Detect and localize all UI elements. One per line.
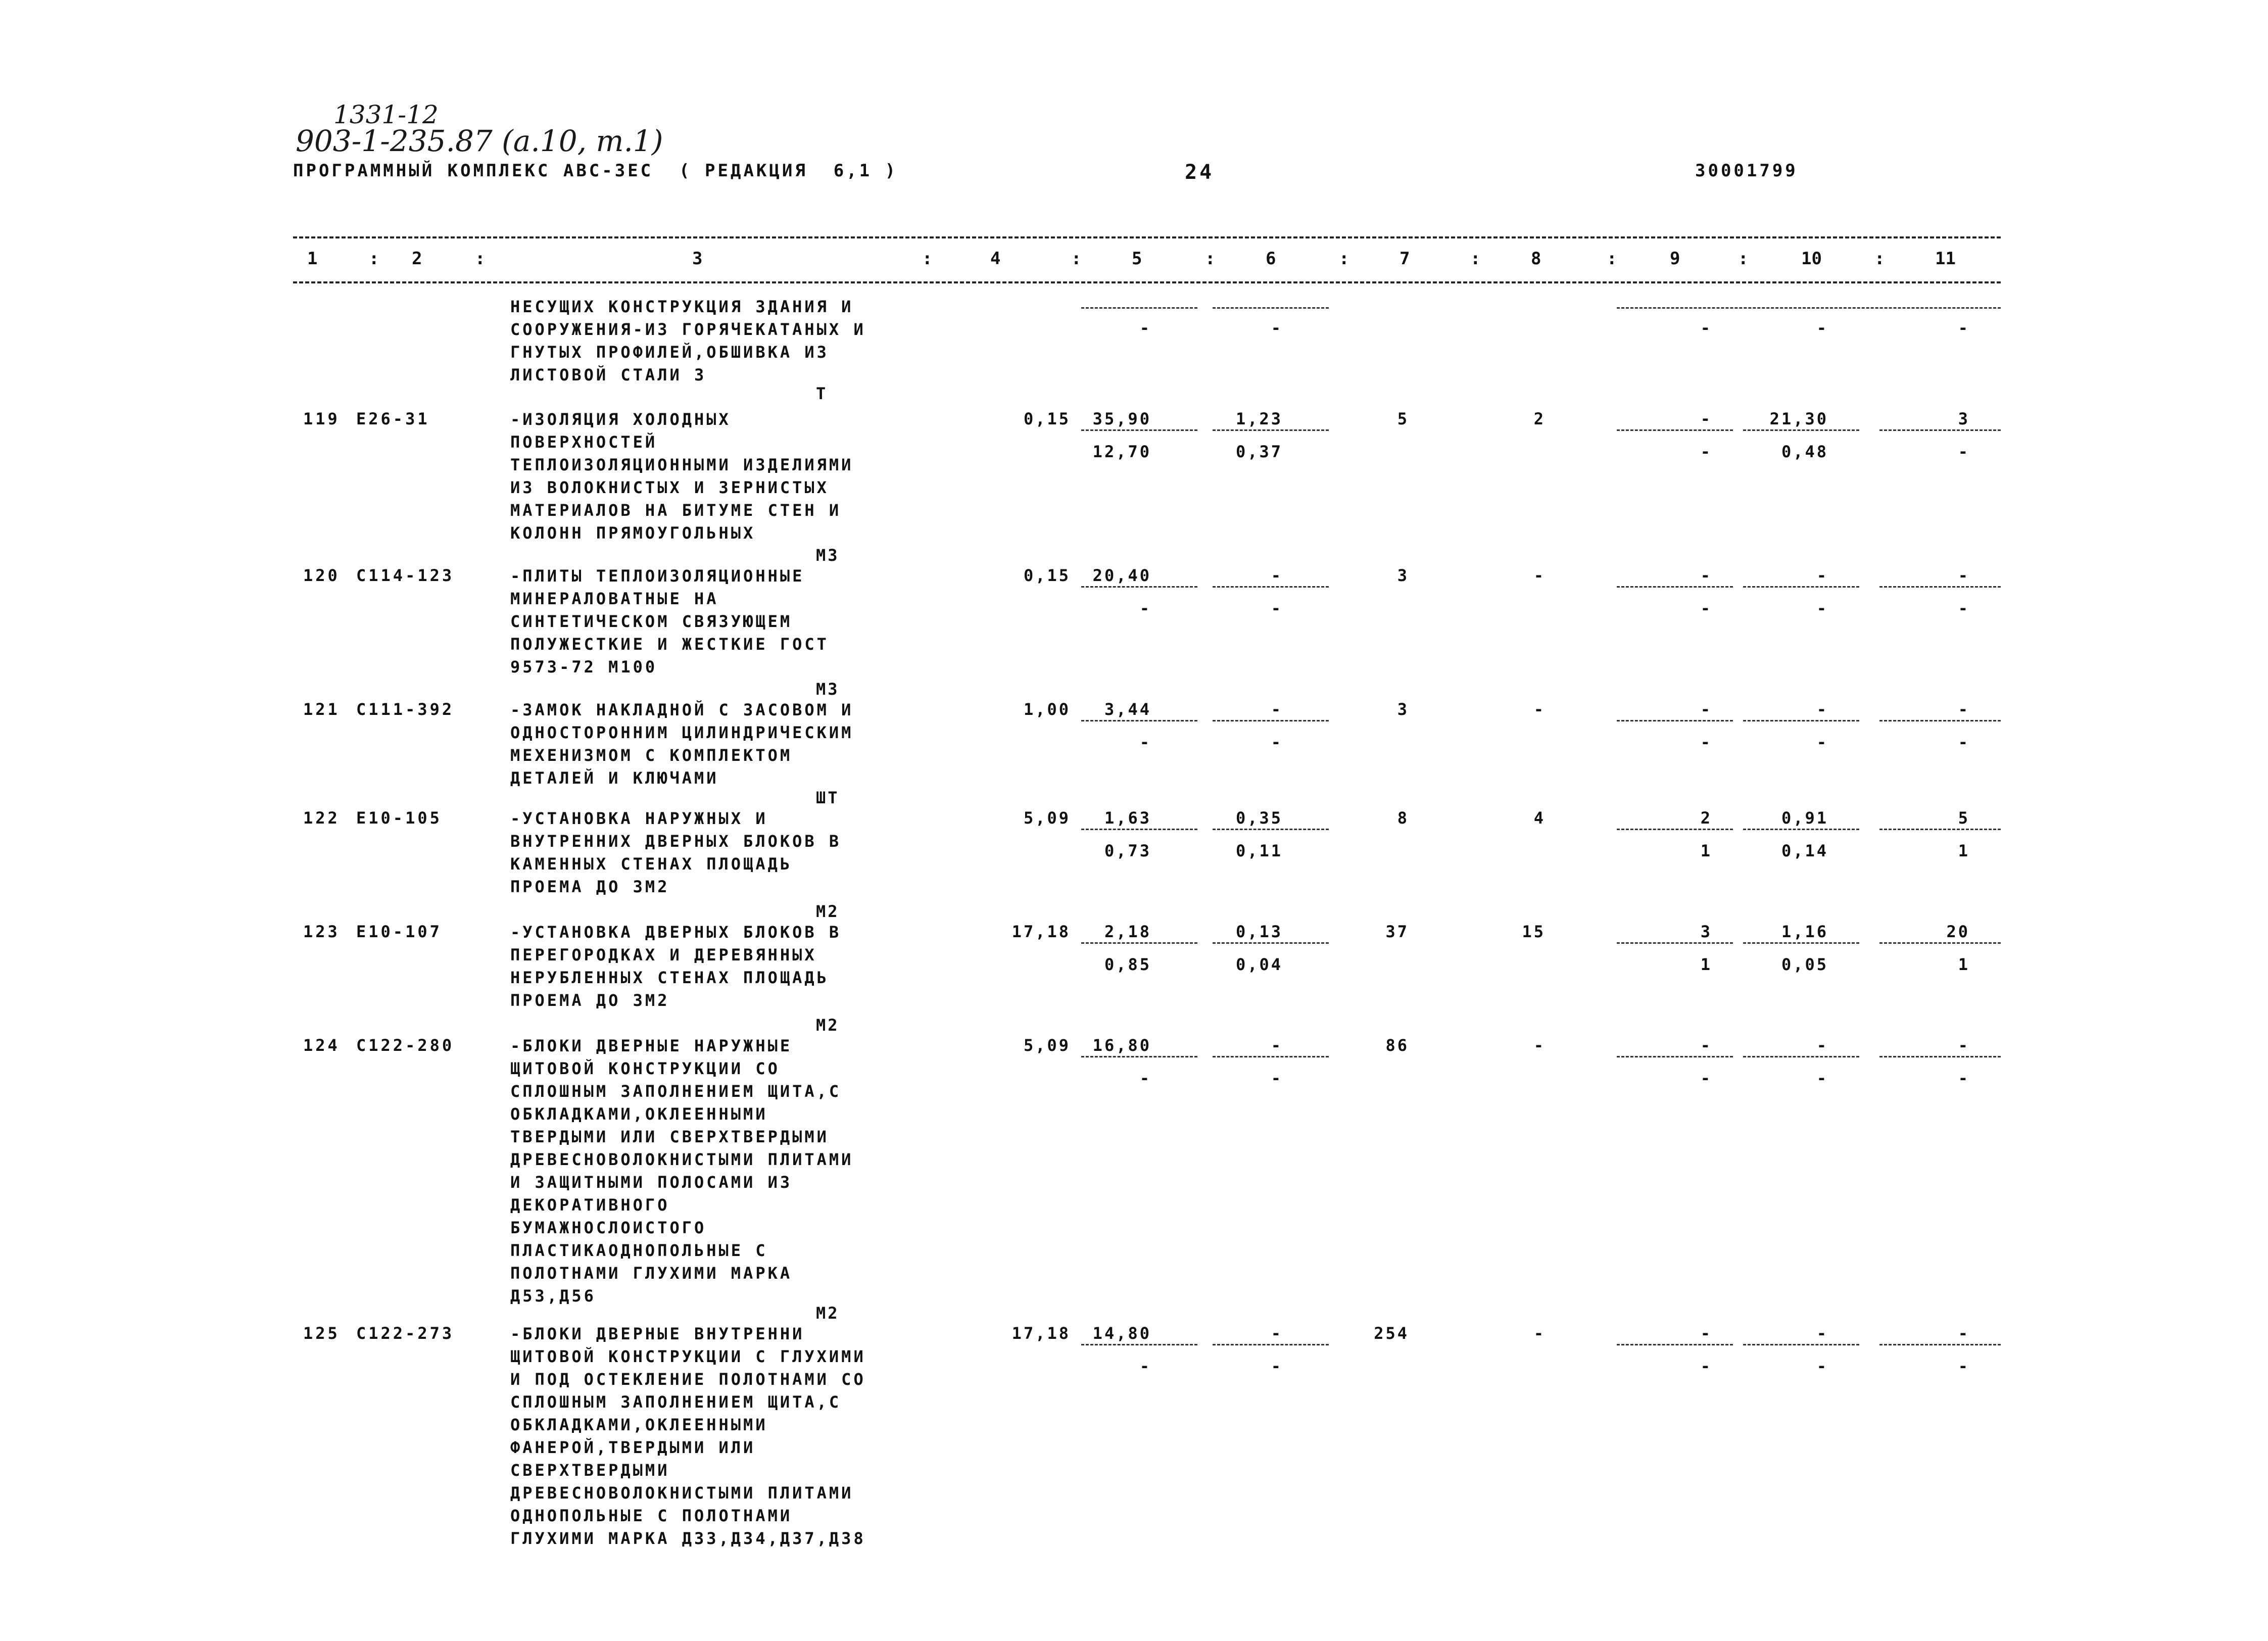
- measure-unit: М2: [816, 1016, 840, 1035]
- value-separator: [1617, 720, 1733, 721]
- value-separator: [1081, 720, 1197, 721]
- value-separator: [1081, 1344, 1197, 1345]
- value-c6: -: [1271, 1036, 1283, 1055]
- value-c4: 0,15: [1023, 409, 1071, 428]
- value-c10: -: [1816, 1036, 1828, 1055]
- description-line: СВЕРХТВЕРДЫМИ: [510, 1461, 670, 1480]
- value-separator: [1213, 1056, 1329, 1057]
- col-header-7: 7: [1400, 249, 1410, 269]
- value-c4: 5,09: [1023, 1036, 1071, 1055]
- item-description: [510, 1035, 925, 1308]
- description-line: -ПЛИТЫ ТЕПЛОИЗОЛЯЦИОННЫЕ: [510, 566, 805, 586]
- wage-value-c6b: 0,04: [1235, 955, 1283, 974]
- value-c6: 1,23: [1235, 409, 1283, 428]
- value-c10: 0,91: [1781, 808, 1828, 828]
- col-header-3: 3: [692, 249, 703, 269]
- wage-value-c9b: -: [1700, 1069, 1712, 1088]
- wage-value-c9b: -: [1700, 1357, 1712, 1376]
- description-line: СИНТЕТИЧЕСКОМ СВЯЗУЮЩЕМ: [510, 612, 793, 631]
- value-c9: -: [1700, 700, 1712, 719]
- value-c6: -: [1271, 1324, 1283, 1343]
- wage-value-c10b: -: [1816, 733, 1828, 752]
- value-c5: 2,18: [1104, 922, 1151, 941]
- value-separator: [1213, 829, 1329, 830]
- page-number: 24: [1185, 161, 1215, 184]
- value-c6: -: [1271, 566, 1283, 585]
- item-description: [510, 699, 925, 790]
- value-c10: -: [1816, 566, 1828, 585]
- wage-value-c11b: 1: [1958, 841, 1970, 860]
- continuation-c6b: -: [1271, 318, 1283, 337]
- value-c9: 2: [1700, 808, 1712, 828]
- description-line: ДЕКОРАТИВНОГО: [510, 1195, 670, 1215]
- value-c8: 2: [1533, 409, 1546, 428]
- value-c7: 254: [1374, 1324, 1409, 1343]
- item-description: [510, 565, 925, 679]
- wage-value-c11b: -: [1958, 599, 1970, 618]
- value-separator: [1743, 829, 1859, 830]
- rate-code: С122-280: [356, 1036, 455, 1055]
- description-line: -ЗАМОК НАКЛАДНОЙ С ЗАСОВОМ И: [510, 700, 854, 719]
- description-line: ПРОЕМА ДО 3М2: [510, 991, 670, 1010]
- description-line: МАТЕРИАЛОВ НА БИТУМЕ СТЕН И: [510, 501, 842, 520]
- wage-value-c10b: -: [1816, 1357, 1828, 1376]
- col-header-2: 2: [412, 249, 422, 269]
- description-line: КОЛОНН ПРЯМОУГОЛЬНЫХ: [510, 523, 756, 543]
- description-line: ПОВЕРХНОСТЕЙ: [510, 432, 658, 452]
- value-c4: 5,09: [1023, 808, 1071, 828]
- col-header-4: 4: [990, 249, 1001, 269]
- wage-value-c10b: 0,14: [1781, 841, 1828, 860]
- description-line: -ИЗОЛЯЦИЯ ХОЛОДНЫХ: [510, 410, 731, 429]
- document-id: 30001799: [1695, 161, 1798, 181]
- value-c9: -: [1700, 1324, 1712, 1343]
- description-line: МЕХЕНИЗМОМ С КОМПЛЕКТОМ: [510, 746, 793, 765]
- value-separator: [1081, 829, 1197, 830]
- description-line: ЩИТОВОЙ КОНСТРУКЦИИ СО: [510, 1059, 780, 1078]
- value-c5: 3,44: [1104, 700, 1151, 719]
- value-separator: [1213, 586, 1329, 588]
- description-line: ОДНОСТОРОННИМ ЦИЛИНДРИЧЕСКИМ: [510, 723, 854, 742]
- wage-value-c5b: -: [1139, 1357, 1151, 1376]
- value-c11: 3: [1958, 409, 1970, 428]
- value-separator: [1743, 1344, 1859, 1345]
- description-line: ДРЕВЕСНОВОЛОКНИСТЫМИ ПЛИТАМИ: [510, 1483, 854, 1503]
- description-line: И ПОД ОСТЕКЛЕНИЕ ПОЛОТНАМИ СО: [510, 1370, 866, 1389]
- description-line: ПРОЕМА ДО 3М2: [510, 877, 670, 896]
- description-line: ДЕТАЛЕЙ И КЛЮЧАМИ: [510, 768, 719, 788]
- value-c5: 1,63: [1104, 808, 1151, 828]
- wage-value-c5b: 0,73: [1104, 841, 1151, 860]
- value-separator: [1213, 1344, 1329, 1345]
- row-number: 119: [303, 409, 340, 428]
- value-separator: [1081, 429, 1197, 431]
- value-c10: 1,16: [1781, 922, 1828, 941]
- rate-code: С111-392: [356, 700, 455, 719]
- wage-value-c11b: -: [1958, 1357, 1970, 1376]
- description-line: ЩИТОВОЙ КОНСТРУКЦИИ С ГЛУХИМИ: [510, 1347, 866, 1366]
- wage-value-c6b: 0,37: [1235, 442, 1283, 461]
- col-header-6: 6: [1266, 249, 1276, 269]
- wage-value-c11b: -: [1958, 733, 1970, 752]
- wage-value-c10b: 0,05: [1781, 955, 1828, 974]
- wage-value-c6b: 0,11: [1235, 841, 1283, 860]
- description-line: ГЛУХИМИ МАРКА Д33,Д34,Д37,Д38: [510, 1529, 866, 1548]
- value-c8: -: [1533, 566, 1546, 585]
- value-c5: 35,90: [1092, 409, 1151, 428]
- row-number: 122: [303, 808, 340, 828]
- description-line: 9573-72 М100: [510, 657, 658, 677]
- row-number: 120: [303, 566, 340, 585]
- value-separator: [1879, 1344, 2001, 1345]
- value-separator: [1879, 1056, 2001, 1057]
- value-c4: 17,18: [1011, 922, 1071, 941]
- value-separator: [1213, 942, 1329, 944]
- value-c7: 3: [1397, 566, 1409, 585]
- wage-value-c6b: -: [1271, 1069, 1283, 1088]
- item-description: [510, 921, 925, 1012]
- continuation-c11b: -: [1958, 318, 1970, 337]
- description-line: ПОЛОТНАМИ ГЛУХИМИ МАРКА: [510, 1264, 793, 1283]
- value-c11: 5: [1958, 808, 1970, 828]
- value-c8: 15: [1522, 922, 1546, 941]
- wage-value-c9b: 1: [1700, 955, 1712, 974]
- handwritten-project-code: 903-1-235.87 (а.10, т.1): [296, 124, 663, 158]
- wage-value-c9b: -: [1700, 733, 1712, 752]
- value-separator: [1617, 429, 1733, 431]
- continuation-c5b: -: [1139, 318, 1151, 337]
- value-c4: 0,15: [1023, 566, 1071, 585]
- wage-value-c6b: -: [1271, 733, 1283, 752]
- value-c9: 3: [1700, 922, 1712, 941]
- description-line: БУМАЖНОСЛОИСТОГО: [510, 1218, 707, 1237]
- value-c7: 8: [1397, 808, 1409, 828]
- description-line: ОБКЛАДКАМИ,ОКЛЕЕННЫМИ: [510, 1104, 768, 1124]
- measure-unit: М2: [816, 902, 840, 921]
- wage-value-c5b: 0,85: [1104, 955, 1151, 974]
- continuation-unit: Т: [816, 384, 828, 403]
- value-c7: 86: [1385, 1036, 1409, 1055]
- description-line: ОБКЛАДКАМИ,ОКЛЕЕННЫМИ: [510, 1415, 768, 1434]
- value-c10: 21,30: [1769, 409, 1828, 428]
- value-separator: [1617, 1056, 1733, 1057]
- value-separator: [1879, 829, 2001, 830]
- rate-code: Е26-31: [356, 409, 430, 428]
- description-line: НЕРУБЛЕННЫХ СТЕНАХ ПЛОЩАДЬ: [510, 968, 829, 987]
- value-c8: 4: [1533, 808, 1546, 828]
- description-line: -БЛОКИ ДВЕРНЫЕ ВНУТРЕННИ: [510, 1324, 805, 1343]
- wage-value-c11b: -: [1958, 1069, 1970, 1088]
- wage-value-c5b: -: [1139, 733, 1151, 752]
- wage-value-c5b: 12,70: [1092, 442, 1151, 461]
- measure-unit: М2: [816, 1304, 840, 1323]
- description-line: ВНУТРЕННИХ ДВЕРНЫХ БЛОКОВ В: [510, 832, 842, 851]
- row-number: 125: [303, 1324, 340, 1343]
- handwritten-sheet-number: 1331-12: [333, 100, 439, 129]
- value-c9: -: [1700, 409, 1712, 428]
- wage-value-c9b: -: [1700, 442, 1712, 461]
- rate-code: Е10-105: [356, 808, 442, 828]
- description-line: СПЛОШНЫМ ЗАПОЛНЕНИЕМ ЩИТА,С: [510, 1082, 842, 1101]
- value-c11: -: [1958, 1036, 1970, 1055]
- value-c9: -: [1700, 566, 1712, 585]
- value-c10: -: [1816, 1324, 1828, 1343]
- rate-code: Е10-107: [356, 922, 442, 941]
- description-line: ИЗ ВОЛОКНИСТЫХ И ЗЕРНИСТЫХ: [510, 478, 829, 497]
- wage-value-c11b: 1: [1958, 955, 1970, 974]
- col-header-9: 9: [1670, 249, 1680, 269]
- description-line: ФАНЕРОЙ,ТВЕРДЫМИ ИЛИ: [510, 1438, 756, 1457]
- value-separator: [1081, 1056, 1197, 1057]
- description-line: КАМЕННЫХ СТЕНАХ ПЛОЩАДЬ: [510, 854, 793, 874]
- value-c11: 20: [1946, 922, 1970, 941]
- measure-unit: ШТ: [816, 788, 840, 807]
- description-line: И ЗАЩИТНЫМИ ПОЛОСАМИ ИЗ: [510, 1173, 793, 1192]
- description-line: ПОЛУЖЕСТКИЕ И ЖЕСТКИЕ ГОСТ: [510, 635, 829, 654]
- value-c5: 16,80: [1092, 1036, 1151, 1055]
- row-number: 124: [303, 1036, 340, 1055]
- value-c11: -: [1958, 700, 1970, 719]
- value-separator: [1879, 429, 2001, 431]
- description-line: ПЛАСТИКАОДНОПОЛЬНЫЕ С: [510, 1241, 768, 1260]
- description-line: ДРЕВЕСНОВОЛОКНИСТЫМИ ПЛИТАМИ: [510, 1150, 854, 1169]
- value-c5: 14,80: [1092, 1324, 1151, 1343]
- value-separator: [1617, 1344, 1733, 1345]
- value-c9: -: [1700, 1036, 1712, 1055]
- item-description: [510, 408, 925, 545]
- value-separator: [1743, 586, 1859, 588]
- value-c11: -: [1958, 1324, 1970, 1343]
- value-separator: [1743, 942, 1859, 944]
- rate-code: С114-123: [356, 566, 455, 585]
- wage-value-c9b: 1: [1700, 841, 1712, 860]
- col-header-11: 11: [1935, 249, 1956, 269]
- description-line: -УСТАНОВКА ДВЕРНЫХ БЛОКОВ В: [510, 923, 842, 942]
- value-separator: [1743, 429, 1859, 431]
- value-separator: [1081, 942, 1197, 944]
- value-separator: [1743, 1056, 1859, 1057]
- wage-value-c10b: -: [1816, 599, 1828, 618]
- description-line: СПЛОШНЫМ ЗАПОЛНЕНИЕМ ЩИТА,С: [510, 1392, 842, 1412]
- value-separator: [1879, 942, 2001, 944]
- value-c4: 1,00: [1023, 700, 1071, 719]
- value-separator: [1213, 429, 1329, 431]
- description-line: Д53,Д56: [510, 1286, 596, 1306]
- value-c8: -: [1533, 1324, 1546, 1343]
- value-c6: -: [1271, 700, 1283, 719]
- wage-value-c6b: -: [1271, 1357, 1283, 1376]
- value-c8: -: [1533, 1036, 1546, 1055]
- value-c6: 0,13: [1235, 922, 1283, 941]
- description-line: МИНЕРАЛОВАТНЫЕ НА: [510, 589, 719, 608]
- value-separator: [1743, 720, 1859, 721]
- continuation-c10b: -: [1816, 318, 1828, 337]
- description-line: -БЛОКИ ДВЕРНЫЕ НАРУЖНЫЕ: [510, 1036, 793, 1055]
- description-line: ТЕПЛОИЗОЛЯЦИОННЫМИ ИЗДЕЛИЯМИ: [510, 455, 854, 474]
- item-description: [510, 807, 925, 898]
- value-c5: 20,40: [1092, 566, 1151, 585]
- value-separator: [1879, 720, 2001, 721]
- value-c10: -: [1816, 700, 1828, 719]
- description-line: -УСТАНОВКА НАРУЖНЫХ И: [510, 809, 768, 828]
- col-header-10: 10: [1801, 249, 1822, 269]
- col-header-5: 5: [1132, 249, 1142, 269]
- value-separator: [1213, 720, 1329, 721]
- row-number: 123: [303, 922, 340, 941]
- wage-value-c10b: 0,48: [1781, 442, 1828, 461]
- wage-value-c9b: -: [1700, 599, 1712, 618]
- wage-value-c5b: -: [1139, 599, 1151, 618]
- item-description: [510, 1323, 925, 1550]
- row-number: 121: [303, 700, 340, 719]
- value-c8: -: [1533, 700, 1546, 719]
- value-c6: 0,35: [1235, 808, 1283, 828]
- value-separator: [1081, 586, 1197, 588]
- description-line: ОДНОПОЛЬНЫЕ С ПОЛОТНАМИ: [510, 1506, 793, 1525]
- value-c11: -: [1958, 566, 1970, 585]
- continuation-c9b: -: [1700, 318, 1712, 337]
- value-c4: 17,18: [1011, 1324, 1071, 1343]
- col-header-8: 8: [1531, 249, 1541, 269]
- value-separator: [1617, 829, 1733, 830]
- description-line: ПЕРЕГОРОДКАХ И ДЕРЕВЯННЫХ: [510, 945, 817, 964]
- value-c7: 3: [1397, 700, 1409, 719]
- description-line: ТВЕРДЫМИ ИЛИ СВЕРХТВЕРДЫМИ: [510, 1127, 829, 1146]
- value-separator: [1617, 942, 1733, 944]
- measure-unit: М3: [816, 680, 840, 699]
- continuation-description: НЕСУЩИХ КОНСТРУКЦИЯ ЗДАНИЯ И СООРУЖЕНИЯ-ИЗ ГОРЯЧЕКАТАНЫХ И ГНУТЫХ ПРОФИЛЕЙ,ОБШИВКА ИЗ ЛИСТОВОЙ СТАЛИ З: [510, 297, 866, 384]
- wage-value-c10b: -: [1816, 1069, 1828, 1088]
- rate-code: С122-273: [356, 1324, 455, 1343]
- value-separator: [1879, 586, 2001, 588]
- wage-value-c6b: -: [1271, 599, 1283, 618]
- measure-unit: М3: [816, 546, 840, 565]
- wage-value-c11b: -: [1958, 442, 1970, 461]
- wage-value-c5b: -: [1139, 1069, 1151, 1088]
- col-header-1: 1: [307, 249, 318, 269]
- value-c7: 5: [1397, 409, 1409, 428]
- value-separator: [1617, 586, 1733, 588]
- program-header: ПРОГРАММНЫЙ КОМПЛЕКС АВС-ЗЕС ( РЕДАКЦИЯ 6,1 ): [293, 161, 898, 181]
- value-c7: 37: [1385, 922, 1409, 941]
- column-header-row: 1 2 3 4 5 6 7 8 9 10 11 : : : : : : : : : :: [307, 249, 1956, 269]
